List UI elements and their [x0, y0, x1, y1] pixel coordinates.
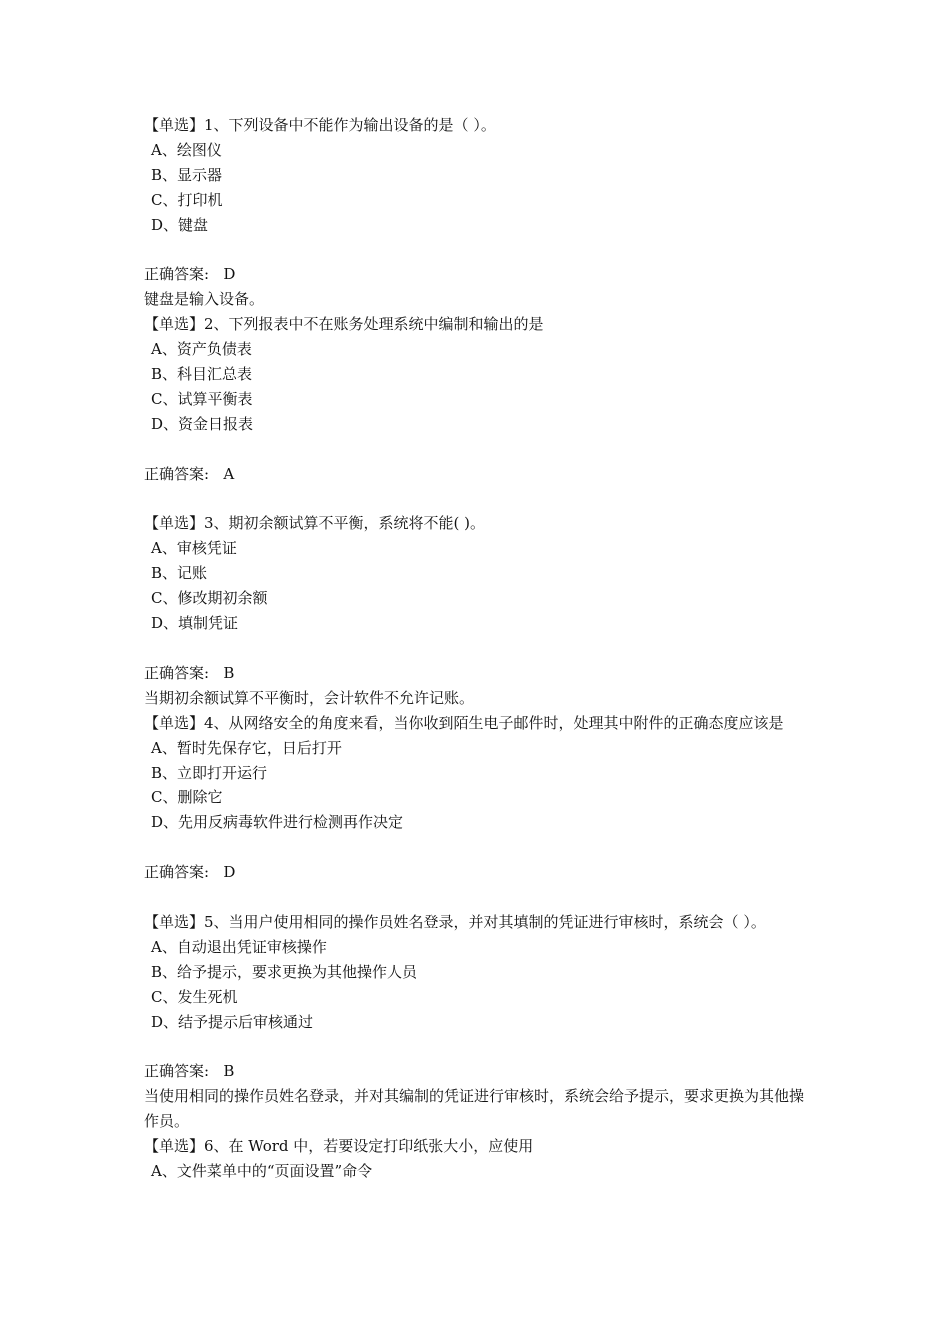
question-5 — [144, 910, 814, 1134]
question-4 — [144, 711, 814, 910]
correct-answer: 正确答案: B — [144, 1062, 235, 1081]
option-a: A、绘图仪 — [151, 140, 222, 159]
correct-answer: 正确答案: D — [144, 863, 236, 882]
question-stem: 【单选】3、期初余额试算不平衡，系统将不能( )。 — [144, 514, 486, 533]
question-1 — [144, 113, 814, 312]
spacer — [144, 238, 814, 263]
spacer — [144, 835, 814, 860]
question-6 — [144, 1134, 814, 1184]
spacer — [144, 437, 814, 462]
spacer — [144, 1034, 814, 1059]
option-a: A、文件菜单中的“页面设置”命令 — [151, 1161, 373, 1180]
option-b: B、给予提示，要求更换为其他操作人员 — [151, 962, 418, 981]
question-stem: 【单选】2、下列报表中不在账务处理系统中编制和输出的是 — [144, 315, 544, 334]
option-d: D、结予提示后审核通过 — [151, 1012, 314, 1031]
option-a: A、资产负债表 — [151, 340, 252, 359]
option-c: C、试算平衡表 — [151, 389, 253, 408]
option-d: D、填制凭证 — [151, 614, 239, 633]
option-d: D、资金日报表 — [151, 414, 254, 433]
question-stem: 【单选】4、从网络安全的角度来看，当你收到陌生电子邮件时，处理其中附件的正确态度应该是 — [144, 713, 784, 732]
option-c: C、打印机 — [151, 190, 223, 209]
correct-answer: 正确答案: B — [144, 663, 235, 682]
option-c: C、发生死机 — [151, 987, 238, 1006]
answer-explanation: 当期初余额试算不平衡时，会计软件不允许记账。 — [144, 688, 475, 707]
question-2 — [144, 312, 814, 511]
question-3 — [144, 511, 814, 710]
answer-explanation: 键盘是输入设备。 — [144, 290, 265, 309]
option-b: B、记账 — [151, 564, 208, 583]
option-a: A、暂时先保存它，日后打开 — [151, 738, 342, 757]
option-c: C、删除它 — [151, 788, 223, 807]
option-d: D、键盘 — [151, 215, 209, 234]
option-a: A、自动退出凭证审核操作 — [151, 937, 327, 956]
question-stem: 【单选】6、在 Word 中，若要设定打印纸张大小，应使用 — [144, 1137, 534, 1156]
option-b: B、立即打开运行 — [151, 763, 268, 782]
correct-answer: 正确答案: D — [144, 265, 236, 284]
spacer — [144, 636, 814, 661]
option-b: B、显示器 — [151, 165, 223, 184]
option-c: C、修改期初余额 — [151, 589, 268, 608]
option-b: B、科目汇总表 — [151, 365, 253, 384]
document-body — [144, 113, 814, 1184]
option-d: D、先用反病毒软件进行检测再作决定 — [151, 813, 404, 832]
answer-explanation: 当使用相同的操作员姓名登录，并对其编制的凭证进行审核时，系统会给予提示，要求更换为其他操作员。 — [144, 1087, 805, 1131]
correct-answer: 正确答案: A — [144, 464, 235, 483]
question-stem: 【单选】1、下列设备中不能作为输出设备的是（ ）。 — [144, 116, 496, 134]
spacer — [144, 885, 814, 910]
question-stem: 【单选】5、当用户使用相同的操作员姓名登录，并对其填制的凭证进行审核时，系统会（ ）。 — [144, 912, 766, 931]
spacer — [144, 487, 814, 512]
option-a: A、审核凭证 — [151, 539, 237, 558]
